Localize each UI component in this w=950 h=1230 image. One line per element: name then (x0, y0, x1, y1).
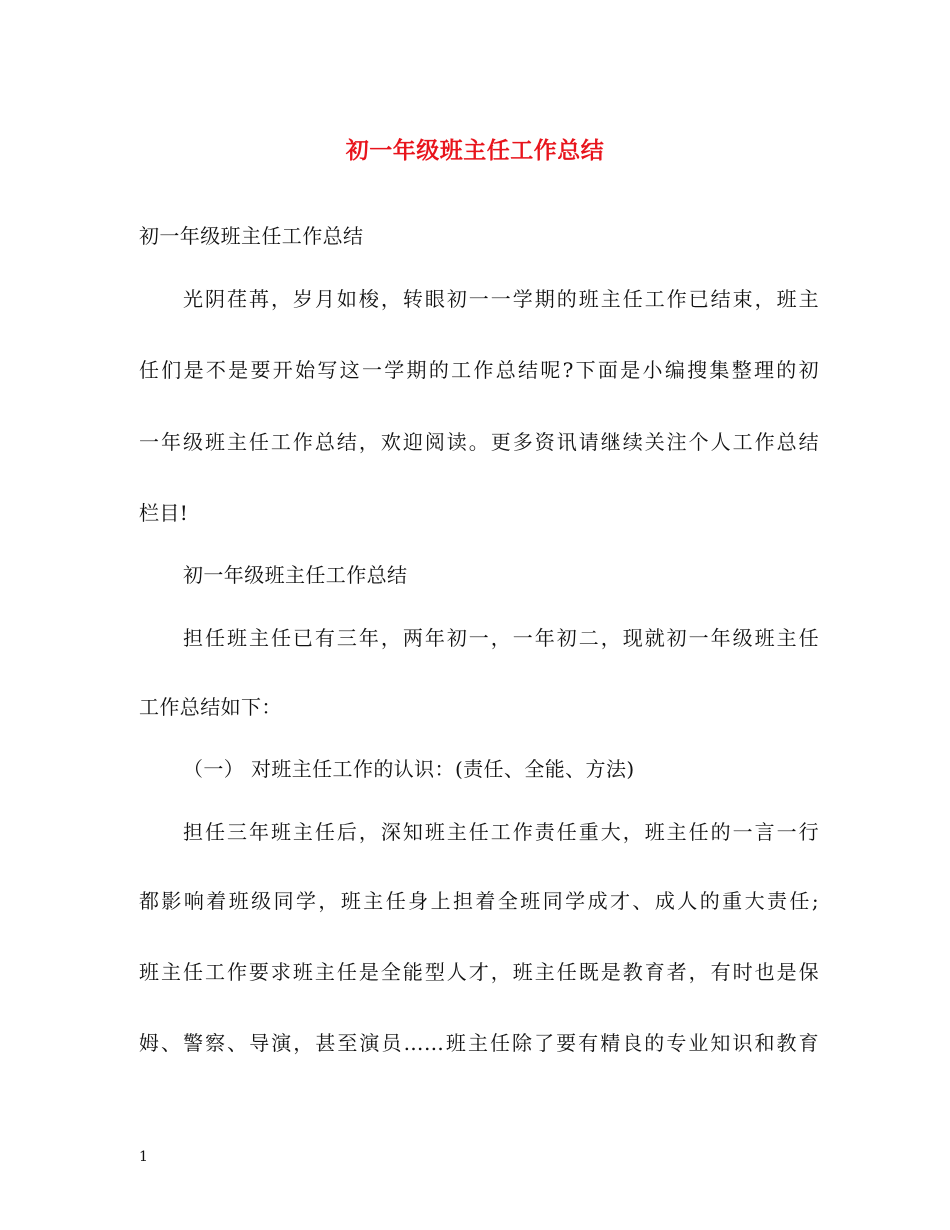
paragraph-line: 担任班主任已有三年，两年初一，一年初二，现就初一年级班主任 (183, 626, 819, 650)
subsection-heading: （一） 对班主任工作的认识：(责任、全能、方法) (183, 757, 635, 781)
paragraph-line: 担任三年班主任后，深知班主任工作责任重大，班主任的一言一行 (183, 820, 819, 844)
paragraph-line: 光阴荏苒，岁月如梭，转眼初一一学期的班主任工作已结束，班主 (183, 287, 819, 311)
page-number: 1 (139, 1149, 148, 1165)
paragraph-line: 班主任工作要求班主任是全能型人才，班主任既是教育者，有时也是保 (139, 960, 819, 984)
document-title: 初一年级班主任工作总结 (345, 137, 605, 164)
paragraph-line: 姆、警察、导演，甚至演员……班主任除了要有精良的专业知识和教育 (139, 1031, 819, 1055)
paragraph-line: 任们是不是要开始写这一学期的工作总结呢?下面是小编搜集整理的初 (139, 358, 819, 382)
paragraph-line: 一年级班主任工作总结，欢迎阅读。更多资讯请继续关注个人工作总结 (139, 430, 819, 454)
subtitle-line: 初一年级班主任工作总结 (139, 224, 364, 248)
paragraph-line: 栏目! (139, 501, 189, 525)
paragraph-line: 都影响着班级同学，班主任身上担着全班同学成才、成人的重大责任; (139, 889, 819, 913)
section-heading: 初一年级班主任工作总结 (183, 563, 408, 587)
paragraph-line: 工作总结如下： (139, 695, 282, 719)
